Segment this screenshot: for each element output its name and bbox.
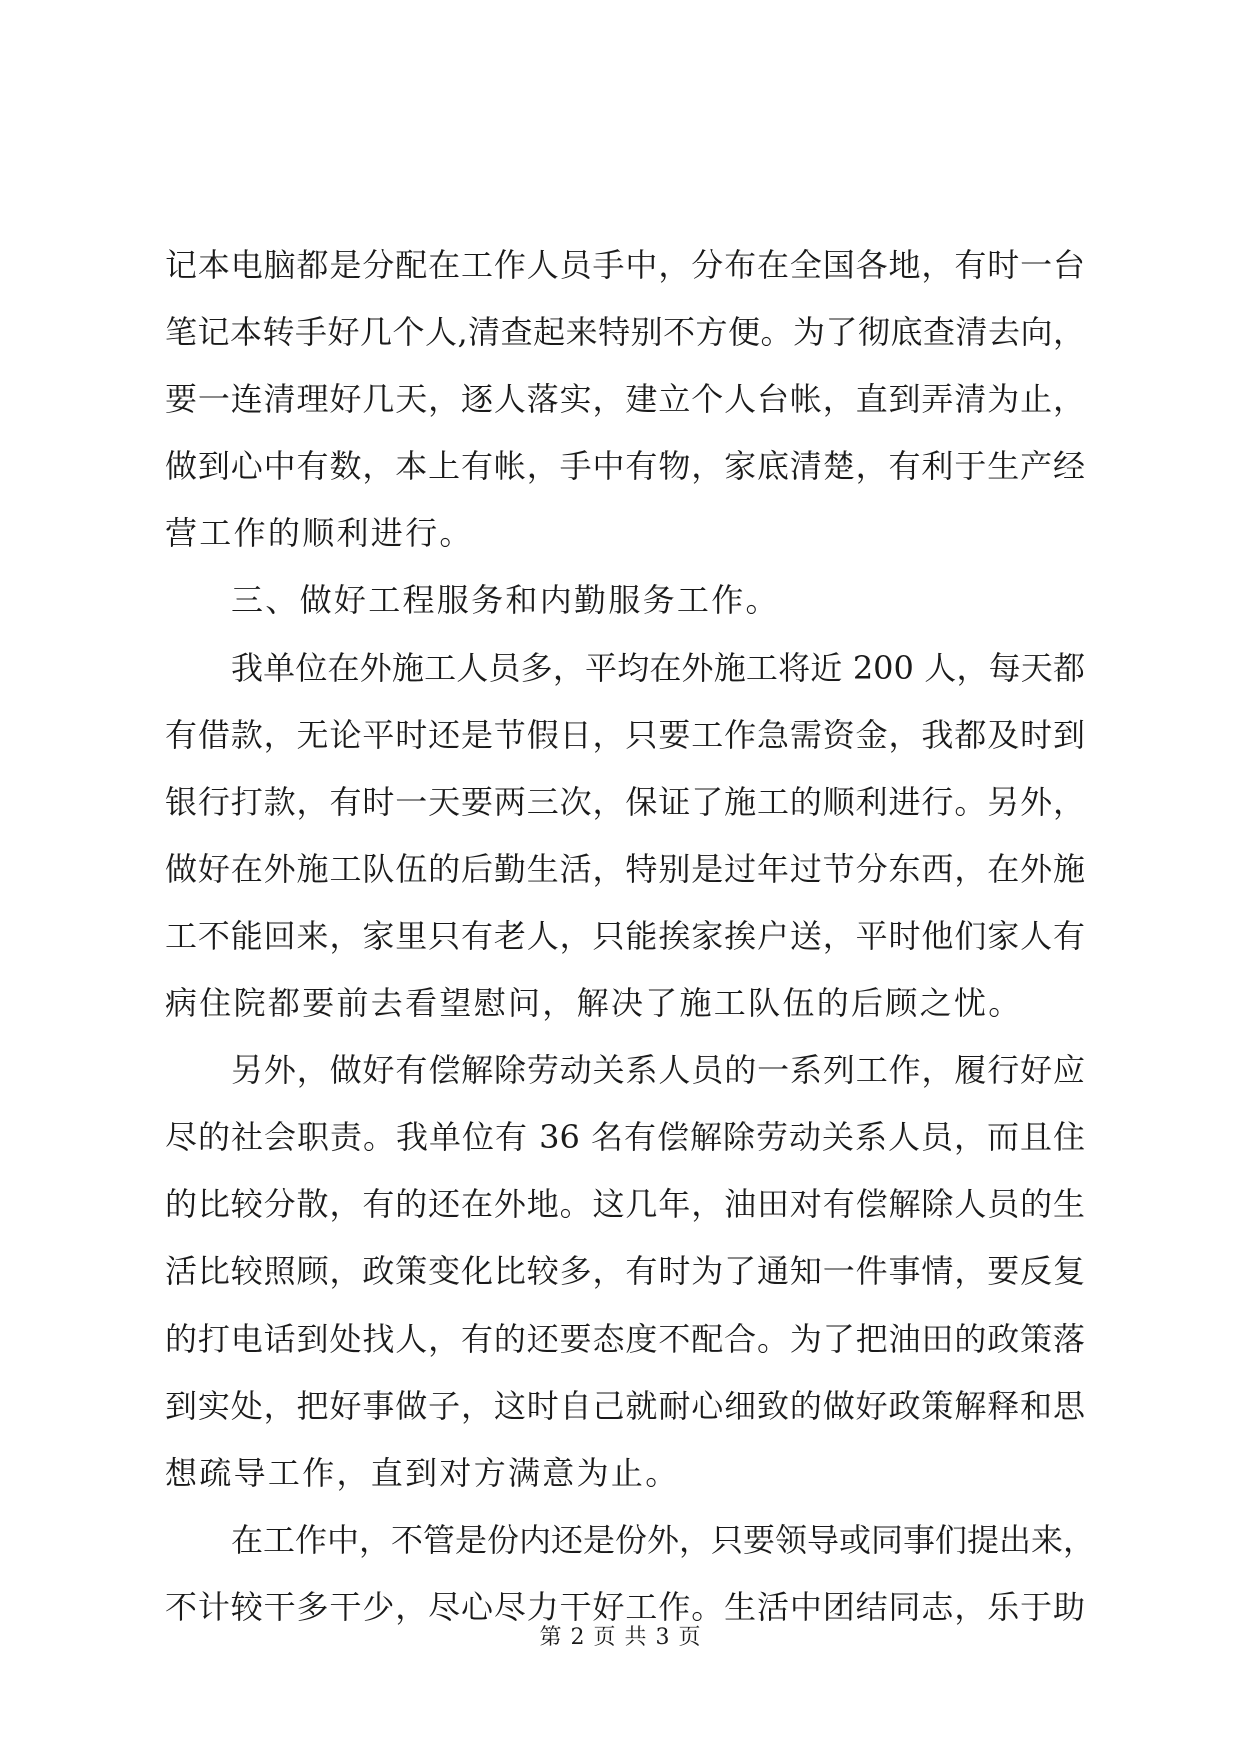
text-line: 做到心中有数，本上有帐，手中有物，家底清楚，有利于生产经	[165, 447, 1085, 486]
text-line: 银行打款，有时一天要两三次，保证了施工的顺利进行。另外，	[165, 782, 1085, 821]
text-line: 不计较干多干少，尽心尽力干好工作。生活中团结同志，乐于助	[165, 1587, 1085, 1626]
text-line: 的比较分散，有的还在外地。这几年，油田对有偿解除人员的生	[165, 1185, 1085, 1224]
text-line: 我单位在外施工人员多，平均在外施工将近 200 人，每天都	[231, 648, 1085, 687]
document-body	[165, 232, 1096, 1641]
text-line: 要一连清理好几天，逐人落实，建立个人台帐，直到弄清为止，	[165, 380, 1085, 419]
page-footer: 第 2 页 共 3 页	[539, 1625, 702, 1650]
text-line: 活比较照顾，政策变化比较多，有时为了通知一件事情，要反复	[165, 1252, 1085, 1291]
text-line: 有借款，无论平时还是节假日，只要工作急需资金，我都及时到	[165, 715, 1085, 754]
text-line: 想疏导工作，直到对方满意为止。	[165, 1453, 680, 1492]
text-line: 到实处，把好事做子，这时自己就耐心细致的做好政策解释和思	[165, 1386, 1085, 1425]
text-line: 另外，做好有偿解除劳动关系人员的一系列工作，履行好应	[231, 1051, 1085, 1090]
text-line: 的打电话到处找人，有的还要态度不配合。为了把油田的政策落	[165, 1319, 1085, 1358]
text-line: 营工作的顺利进行。	[165, 514, 474, 553]
text-line: 工不能回来，家里只有老人，只能挨家挨户送，平时他们家人有	[165, 916, 1085, 955]
text-line: 笔记本转手好几个人,清查起来特别不方便。为了彻底查清去向，	[165, 313, 1085, 352]
text-line: 做好在外施工队伍的后勤生活，特别是过年过节分东西，在外施	[165, 849, 1085, 888]
text-line: 在工作中，不管是份内还是份外，只要领导或同事们提出来，	[231, 1520, 1096, 1559]
section-heading: 三、做好工程服务和内勤服务工作。	[231, 581, 780, 620]
text-line: 尽的社会职责。我单位有 36 名有偿解除劳动关系人员，而且住	[165, 1118, 1085, 1157]
text-line: 记本电脑都是分配在工作人员手中，分布在全国各地，有时一台	[165, 246, 1085, 284]
text-line: 病住院都要前去看望慰问，解决了施工队伍的后顾之忧。	[165, 984, 1023, 1023]
